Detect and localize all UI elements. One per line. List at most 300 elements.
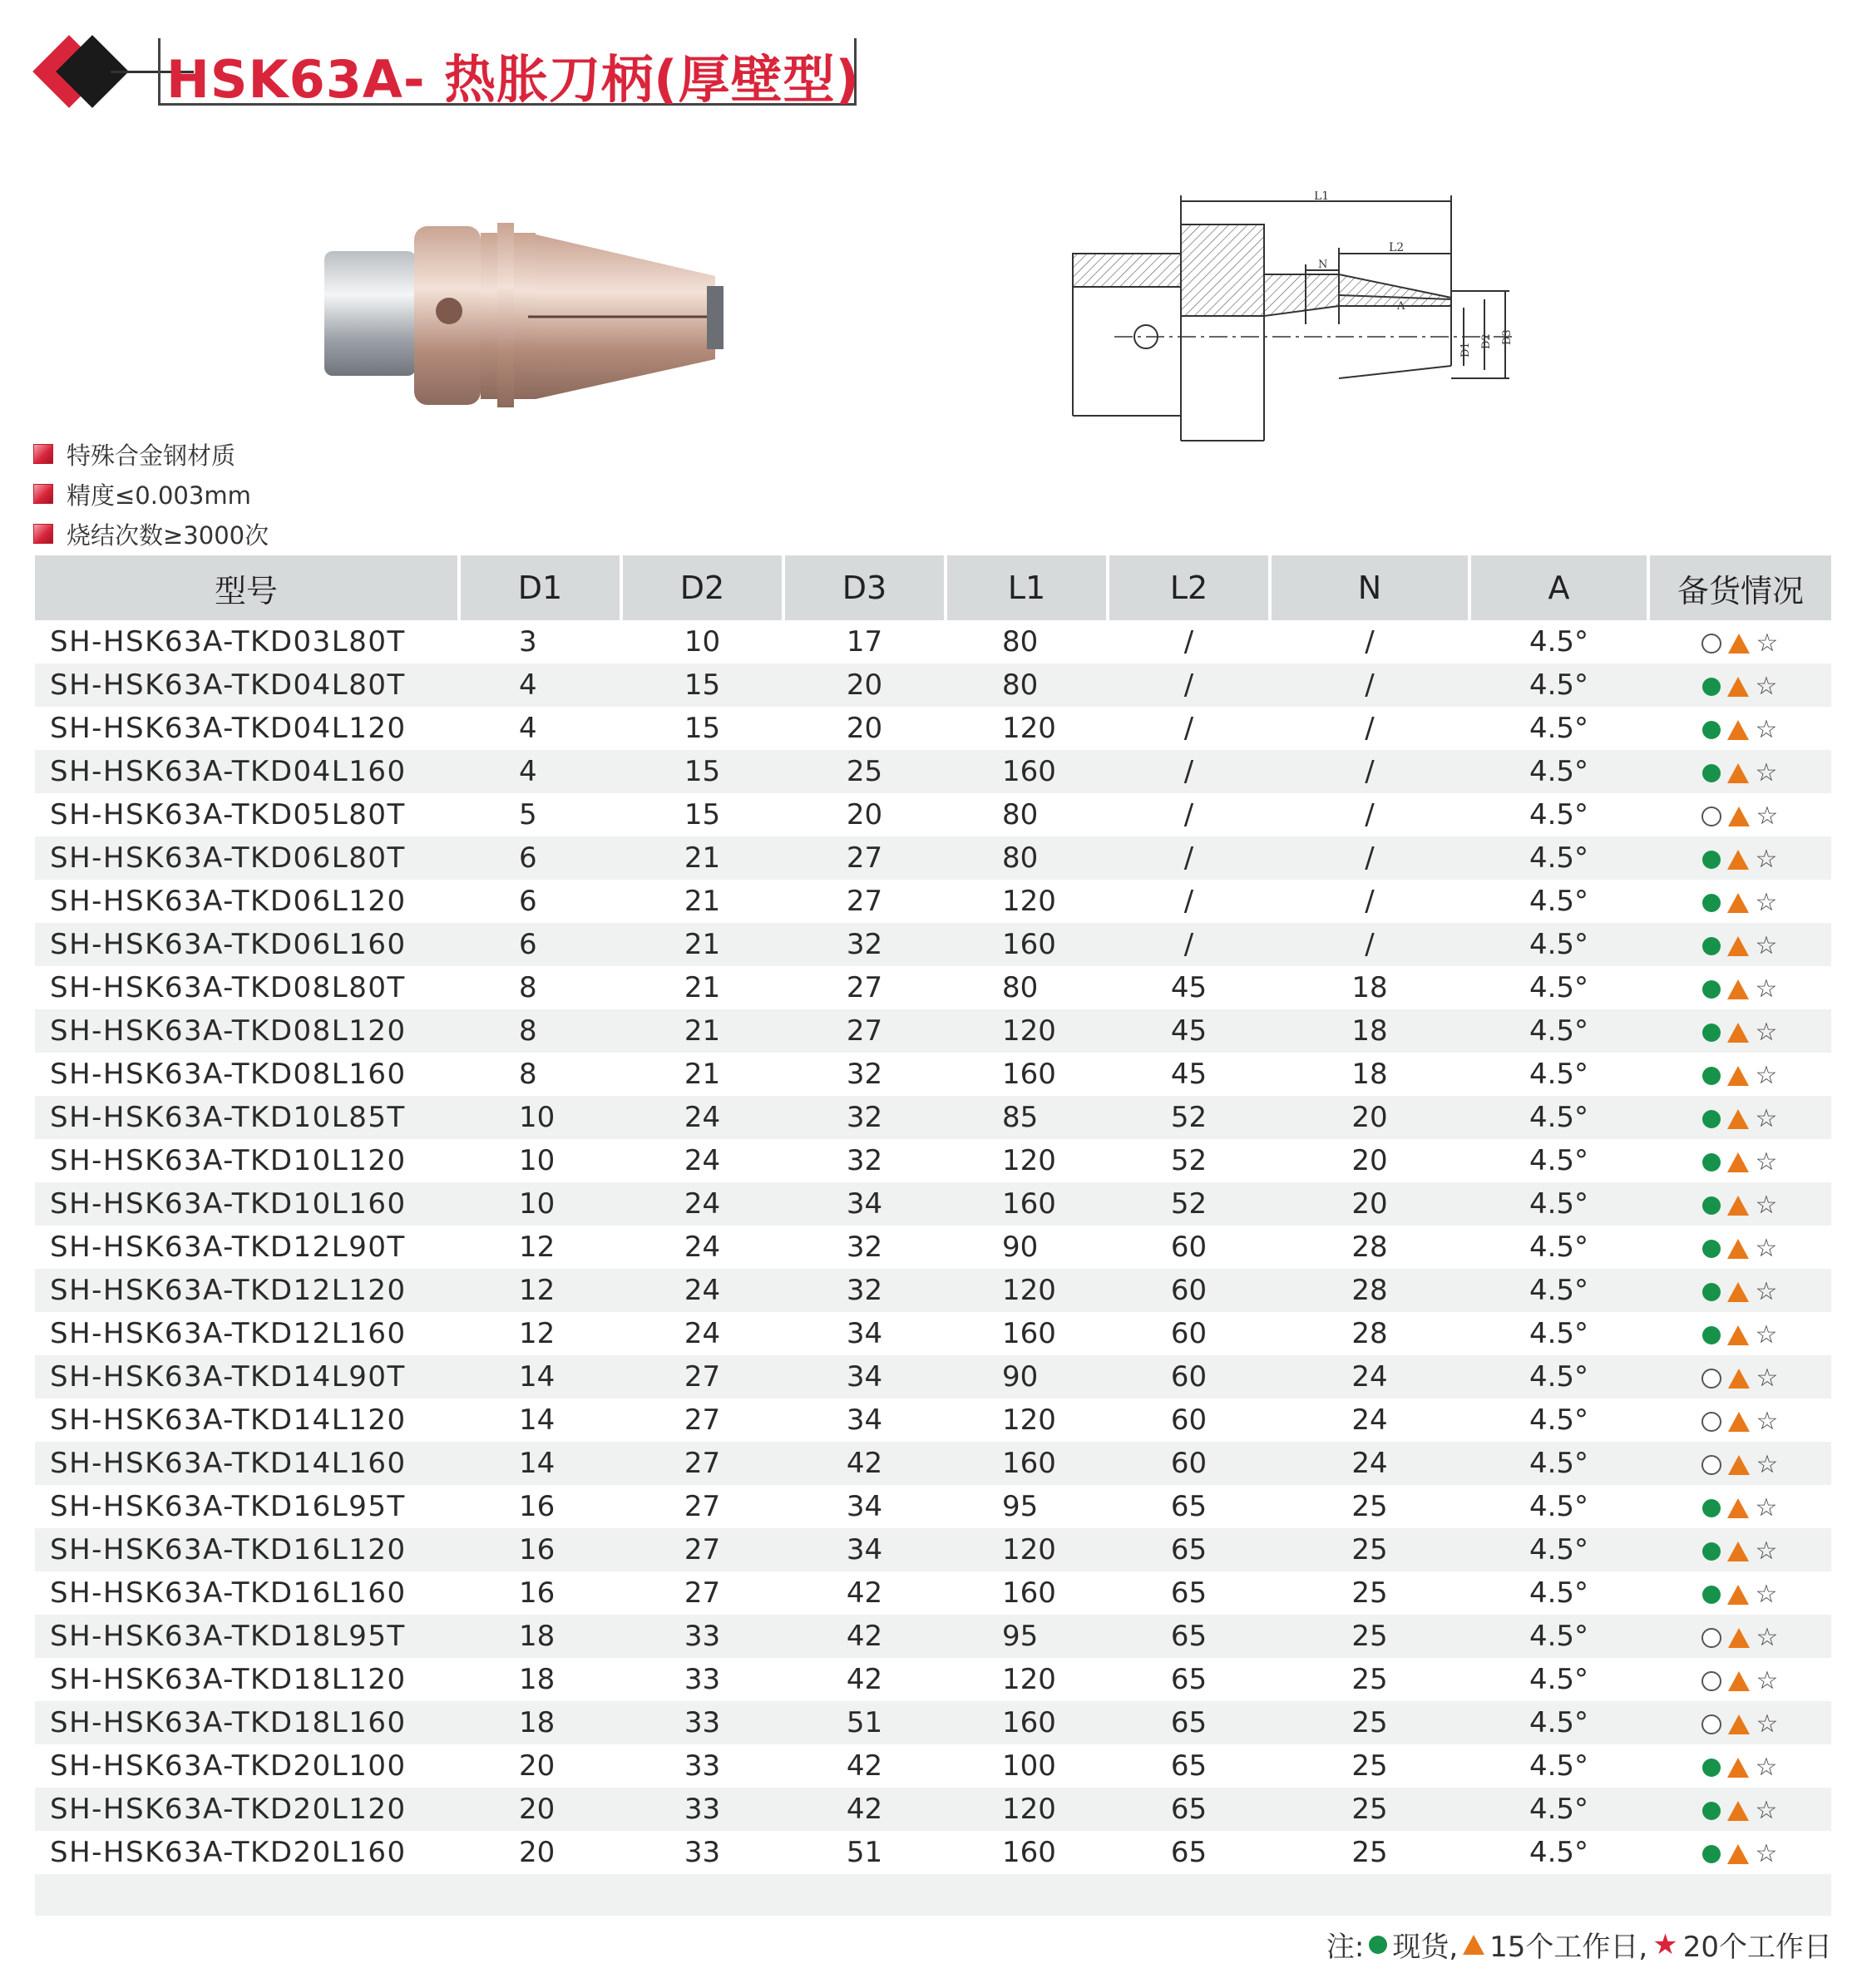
model-cell: SH-HSK63A-TKD05L80T [50,798,406,831]
a-cell: 4.5° [1529,1144,1589,1177]
d1-cell: 14 [519,1403,556,1437]
stock-cell [1648,750,1831,793]
model-cell: SH-HSK63A-TKD08L120 [35,1009,459,1053]
d2-cell: 27 [621,1528,783,1571]
d3-cell: 20 [846,712,883,745]
feature-item: 特殊合金钢材质 [33,434,269,474]
square-bullet-icon [33,444,53,464]
hsk-taper-shank [324,251,416,376]
green-dot-icon [1702,1586,1721,1604]
d1-cell: 3 [519,625,537,659]
orange-triangle-icon [1727,763,1749,783]
d1-cell: 20 [519,1836,556,1869]
l1-cell: 160 [1002,1317,1056,1350]
orange-triangle-icon [1727,1585,1749,1605]
table-row [35,750,1831,793]
n-cell: 25 [1270,1615,1469,1658]
d1-cell: 10 [459,1182,621,1226]
open-circle-icon [1701,1671,1721,1691]
d2-cell: 24 [684,1231,721,1264]
d3-cell: 27 [783,836,946,880]
a-cell: 4.5° [1529,1058,1589,1091]
orange-triangle-icon [1727,1109,1749,1129]
d1-cell: 18 [519,1663,556,1696]
l2-cell: 60 [1170,1403,1208,1437]
d2-cell: 33 [621,1615,783,1658]
l2-cell: / [1183,885,1194,918]
l1-cell: 120 [1002,885,1056,918]
table-row [35,1615,1831,1658]
d1-cell: 12 [519,1231,556,1264]
outline-star-icon: ☆ [1755,1579,1778,1609]
outline-star-icon: ☆ [1755,1752,1778,1782]
l1-cell: 120 [946,1269,1108,1312]
d3-cell: 34 [846,1403,883,1437]
d3-cell: 34 [783,1355,946,1399]
l1-cell: 90 [946,1355,1108,1399]
l2-cell: 52 [1108,1096,1270,1139]
l2-cell: / [1108,836,1270,880]
l2-cell: 65 [1108,1615,1270,1658]
d3-cell: 17 [846,625,883,659]
table-row [35,1269,1831,1312]
orange-triangle-icon [1728,1369,1750,1389]
a-cell: 4.5° [1469,1788,1648,1831]
l1-cell: 160 [1002,1836,1056,1869]
n-cell: 20 [1270,1096,1469,1139]
l1-cell: 160 [946,1701,1108,1744]
a-cell: 4.5° [1469,1615,1648,1658]
stock-cell [1648,1399,1831,1442]
stock-cell [1648,1571,1831,1615]
dim-l2-label: L2 [1389,241,1405,254]
orange-triangle-icon [1727,1152,1749,1172]
l2-cell: / [1108,663,1270,707]
stock-cell [1648,793,1831,836]
orange-triangle-icon [1728,1671,1750,1691]
n-cell: / [1365,625,1375,659]
model-cell: SH-HSK63A-TKD18L95T [35,1615,459,1658]
table-row [35,1182,1831,1226]
green-dot-icon [1702,851,1721,869]
d1-cell: 4 [459,750,621,793]
d1-cell: 16 [519,1490,556,1523]
d3-cell: 42 [783,1788,946,1831]
l1-cell: 85 [946,1096,1108,1139]
d2-cell: 21 [621,1009,783,1053]
orange-triangle-icon [1727,850,1749,870]
orange-triangle-icon [1727,1325,1749,1345]
dim-d3-label: D3 [1501,329,1514,345]
l2-cell: 60 [1170,1317,1208,1350]
a-cell: 4.5° [1469,923,1648,966]
outline-star-icon: ☆ [1755,974,1778,1004]
stock-cell [1648,663,1831,707]
n-cell: 25 [1270,1701,1469,1744]
stock-cell [1648,1139,1831,1182]
table-row [35,1658,1831,1701]
model-cell: SH-HSK63A-TKD16L120 [35,1528,459,1571]
a-cell: 4.5° [1469,750,1648,793]
table-row [35,1831,1831,1874]
d1-cell: 16 [519,1576,556,1610]
model-cell: SH-HSK63A-TKD03L80T [50,625,406,659]
green-dot-icon [1702,1845,1721,1863]
table-row [35,707,1831,750]
orange-triangle-icon [1727,893,1749,913]
open-circle-icon [1701,1628,1721,1648]
outline-star-icon: ☆ [1755,1536,1778,1566]
d3-cell: 27 [846,885,883,918]
stock-legend [1326,1924,1832,1965]
stock-cell [1648,1788,1831,1831]
model-cell: SH-HSK63A-TKD10L120 [50,1144,407,1177]
green-dot-icon [1702,1196,1721,1215]
d3-cell: 32 [783,923,946,966]
green-dot-icon [1702,980,1721,999]
table-row [35,1571,1831,1615]
n-cell: 25 [1351,1749,1388,1783]
stock-cell [1648,1312,1831,1355]
d2-cell: 24 [621,1269,783,1312]
dim-d2-label: D2 [1480,333,1493,349]
d2-cell: 15 [684,712,721,745]
l2-cell: / [1183,712,1194,745]
l1-cell: 160 [1002,1058,1056,1091]
a-cell: 4.5° [1529,1403,1589,1437]
page-header [32,30,863,113]
d1-cell: 6 [459,923,621,966]
model-cell: SH-HSK63A-TKD14L90T [35,1355,459,1399]
l1-cell: 160 [1002,1576,1056,1610]
a-cell: 4.5° [1529,1231,1589,1264]
d2-cell: 27 [621,1355,783,1399]
stock-cell [1648,880,1831,923]
n-cell: 18 [1270,1009,1469,1053]
d1-cell: 20 [519,1749,556,1783]
d1-cell: 16 [459,1528,621,1571]
l1-cell: 160 [946,1182,1108,1226]
d2-cell: 21 [621,836,783,880]
a-cell: 4.5° [1469,1182,1648,1226]
l1-cell: 160 [946,1442,1108,1485]
l1-cell: 160 [946,750,1108,793]
table-row [35,923,1831,966]
n-cell: 28 [1351,1231,1388,1264]
model-cell: SH-HSK63A-TKD10L160 [35,1182,459,1226]
orange-triangle-icon [1727,677,1749,697]
d2-cell: 24 [684,1317,721,1350]
d2-cell: 15 [621,663,783,707]
l2-cell: 65 [1170,1490,1208,1523]
d2-cell: 33 [684,1836,721,1869]
header-l2: L2 [1108,555,1270,620]
table-row [35,793,1831,836]
stock-cell [1648,1269,1831,1312]
d1-cell: 8 [519,1058,537,1091]
legend-in-stock: 现货, [1392,1931,1459,1964]
stock-cell [1648,1744,1831,1788]
model-cell: SH-HSK63A-TKD10L85T [35,1096,459,1139]
legend-20-days: 20个工作日 [1682,1931,1832,1964]
orange-triangle-icon [1727,1498,1749,1518]
product-photo [316,218,732,417]
table-header-row [35,555,1831,620]
l2-cell: 60 [1170,1231,1208,1264]
outline-star-icon: ☆ [1755,1233,1778,1263]
l2-cell: 45 [1108,1009,1270,1053]
l2-cell: 60 [1108,1355,1270,1399]
model-cell: SH-HSK63A-TKD12L160 [50,1317,407,1350]
table-row [35,1485,1831,1528]
d2-cell: 15 [684,798,721,831]
d3-cell: 42 [783,1442,946,1485]
open-circle-icon [1701,1714,1721,1734]
table-row [35,663,1831,707]
d2-cell: 27 [684,1490,721,1523]
header-n: N [1270,555,1469,620]
a-cell: 4.5° [1469,1096,1648,1139]
outline-star-icon: ☆ [1755,930,1778,960]
d3-cell: 34 [846,1490,883,1523]
table-row [35,1312,1831,1355]
outline-star-icon: ☆ [1755,1320,1778,1349]
dim-d1-label: D1 [1459,342,1472,358]
stock-cell [1648,1831,1831,1874]
l1-cell: 95 [1002,1490,1039,1523]
outline-star-icon: ☆ [1756,628,1779,658]
dim-a-label: A [1397,300,1405,313]
l2-cell: 65 [1170,1576,1208,1610]
d3-cell: 20 [783,663,946,707]
d1-cell: 10 [519,1144,556,1177]
table-row [35,1399,1831,1442]
d2-cell: 27 [684,1403,721,1437]
header-l1: L1 [946,555,1108,620]
d3-cell: 32 [846,1144,883,1177]
square-bullet-icon [33,524,53,544]
feature-item: 精度≤0.003mm [33,474,269,514]
model-cell: SH-HSK63A-TKD14L160 [35,1442,459,1485]
outline-star-icon: ☆ [1755,1147,1778,1177]
a-cell: 4.5° [1469,1009,1648,1053]
orange-triangle-icon [1727,1282,1749,1302]
d3-cell: 32 [783,1096,946,1139]
d2-cell: 21 [621,923,783,966]
n-cell: 28 [1270,1269,1469,1312]
outline-star-icon: ☆ [1755,1492,1778,1522]
header-d2: D2 [621,555,783,620]
dim-n-label: N [1318,259,1328,271]
l2-cell: 60 [1108,1269,1270,1312]
d2-cell: 33 [684,1749,721,1783]
green-dot-icon [1702,721,1721,739]
l2-cell: / [1183,625,1194,659]
orange-triangle-icon [1727,720,1749,740]
table-row [35,1788,1831,1831]
d3-cell: 42 [846,1749,883,1783]
green-dot-icon [1702,1067,1721,1085]
table-row [35,880,1831,923]
outline-star-icon: ☆ [1755,1276,1778,1306]
table-footer-band [35,1874,1831,1916]
table-row [35,1701,1831,1744]
n-cell: 25 [1351,1836,1388,1869]
d2-cell: 33 [684,1663,721,1696]
d1-cell: 14 [459,1442,621,1485]
d1-cell: 4 [459,663,621,707]
l2-cell: 45 [1170,1058,1208,1091]
d3-cell: 20 [846,798,883,831]
table-row [35,620,1831,663]
l2-cell: 52 [1170,1144,1208,1177]
red-star-icon: ★ [1652,1927,1678,1961]
d1-cell: 18 [459,1615,621,1658]
outline-star-icon: ☆ [1756,1709,1779,1739]
model-cell: SH-HSK63A-TKD08L80T [50,971,406,1004]
outline-star-icon: ☆ [1755,1190,1778,1220]
green-dot-icon [1702,1759,1721,1777]
l1-cell: 80 [1002,971,1039,1004]
outline-star-icon: ☆ [1755,1103,1778,1133]
a-cell: 4.5° [1529,1836,1589,1869]
orange-triangle-icon [1727,1758,1749,1778]
l1-cell: 120 [946,1528,1108,1571]
a-cell: 4.5° [1529,971,1589,1004]
n-cell: 25 [1351,1663,1388,1696]
l1-cell: 80 [946,836,1108,880]
stock-cell [1648,836,1831,880]
model-cell: SH-HSK63A-TKD20L100 [50,1749,407,1783]
l2-cell: / [1108,750,1270,793]
d3-cell: 34 [846,1317,883,1350]
orange-triangle-icon [1728,1412,1750,1432]
l1-cell: 100 [1002,1749,1056,1783]
l2-cell: 65 [1170,1663,1208,1696]
stock-cell [1648,1182,1831,1226]
outline-star-icon: ☆ [1755,1795,1778,1825]
n-cell: / [1365,712,1375,745]
outline-star-icon: ☆ [1755,757,1778,787]
d3-cell: 25 [783,750,946,793]
n-cell: 25 [1351,1490,1388,1523]
orange-triangle-icon [1728,634,1750,654]
model-cell: SH-HSK63A-TKD08L160 [50,1058,407,1091]
orange-triangle-icon [1728,1714,1750,1734]
n-cell: 24 [1270,1355,1469,1399]
table-row [35,1139,1831,1182]
d1-cell: 5 [519,798,537,831]
table-body [35,620,1831,1874]
orange-triangle-icon [1727,1066,1749,1086]
l1-cell: 120 [1002,712,1056,745]
l2-cell: 45 [1170,971,1208,1004]
model-cell: SH-HSK63A-TKD06L160 [35,923,459,966]
d1-cell: 18 [459,1701,621,1744]
d3-cell: 51 [846,1836,883,1869]
table-row [35,1226,1831,1269]
n-cell: 25 [1270,1528,1469,1571]
outline-star-icon: ☆ [1755,671,1778,701]
a-cell: 4.5° [1529,625,1589,659]
orange-triangle-icon [1728,1628,1750,1648]
stock-cell [1648,966,1831,1009]
d1-cell: 20 [459,1788,621,1831]
outline-star-icon: ☆ [1756,1665,1779,1695]
orange-triangle-icon [1727,1801,1749,1821]
stock-cell [1648,923,1831,966]
d2-cell: 24 [621,1096,783,1139]
stock-cell [1648,1701,1831,1744]
stock-cell [1648,1528,1831,1571]
l2-cell: / [1108,923,1270,966]
orange-triangle-icon [1728,807,1750,826]
outline-star-icon: ☆ [1755,1060,1778,1090]
a-cell: 4.5° [1469,1355,1648,1399]
a-cell: 4.5° [1529,1663,1589,1696]
outline-star-icon: ☆ [1756,1363,1779,1393]
n-cell: / [1365,798,1375,831]
green-dot-icon [1369,1936,1387,1954]
a-cell: 4.5° [1469,1442,1648,1485]
model-cell: SH-HSK63A-TKD06L120 [50,885,407,918]
table-row [35,836,1831,880]
table-row [35,1744,1831,1788]
l1-cell: 120 [1002,1663,1056,1696]
n-cell: 24 [1351,1403,1388,1437]
d2-cell: 10 [684,625,721,659]
feature-item: 烧结次数≥3000次 [33,514,269,554]
open-circle-icon [1701,1455,1721,1475]
a-cell: 4.5° [1469,1269,1648,1312]
square-bullet-icon [33,484,53,504]
model-cell: SH-HSK63A-TKD04L80T [35,663,459,707]
orange-triangle-icon [1727,1196,1749,1216]
n-cell: / [1365,885,1375,918]
green-dot-icon [1702,1240,1721,1258]
d1-cell: 14 [459,1355,621,1399]
l1-cell: 120 [946,1788,1108,1831]
d2-cell: 24 [621,1182,783,1226]
orange-triangle-icon [1728,1455,1750,1475]
model-cell: SH-HSK63A-TKD20L160 [50,1836,407,1869]
green-dot-icon [1702,1499,1721,1517]
d1-cell: 6 [459,836,621,880]
l2-cell: 65 [1170,1749,1208,1783]
l1-cell: 95 [946,1615,1108,1658]
n-cell: 20 [1270,1182,1469,1226]
l1-cell: 90 [1002,1231,1039,1264]
model-cell: SH-HSK63A-TKD20L120 [35,1788,459,1831]
outline-star-icon: ☆ [1756,1449,1779,1479]
d1-cell: 12 [519,1317,556,1350]
outline-star-icon: ☆ [1755,1017,1778,1047]
stock-cell [1648,1096,1831,1139]
n-cell: / [1270,663,1469,707]
d3-cell: 27 [783,1009,946,1053]
outline-star-icon: ☆ [1756,801,1779,831]
a-cell: 4.5° [1529,1490,1589,1523]
l1-cell: 80 [1002,798,1039,831]
d3-cell: 32 [846,1058,883,1091]
d3-cell: 42 [846,1663,883,1696]
n-cell: / [1270,923,1469,966]
stock-cell [1648,1355,1831,1399]
green-dot-icon [1702,1110,1721,1128]
l1-cell: 160 [946,923,1108,966]
n-cell: 25 [1351,1576,1388,1610]
d2-cell: 24 [684,1144,721,1177]
